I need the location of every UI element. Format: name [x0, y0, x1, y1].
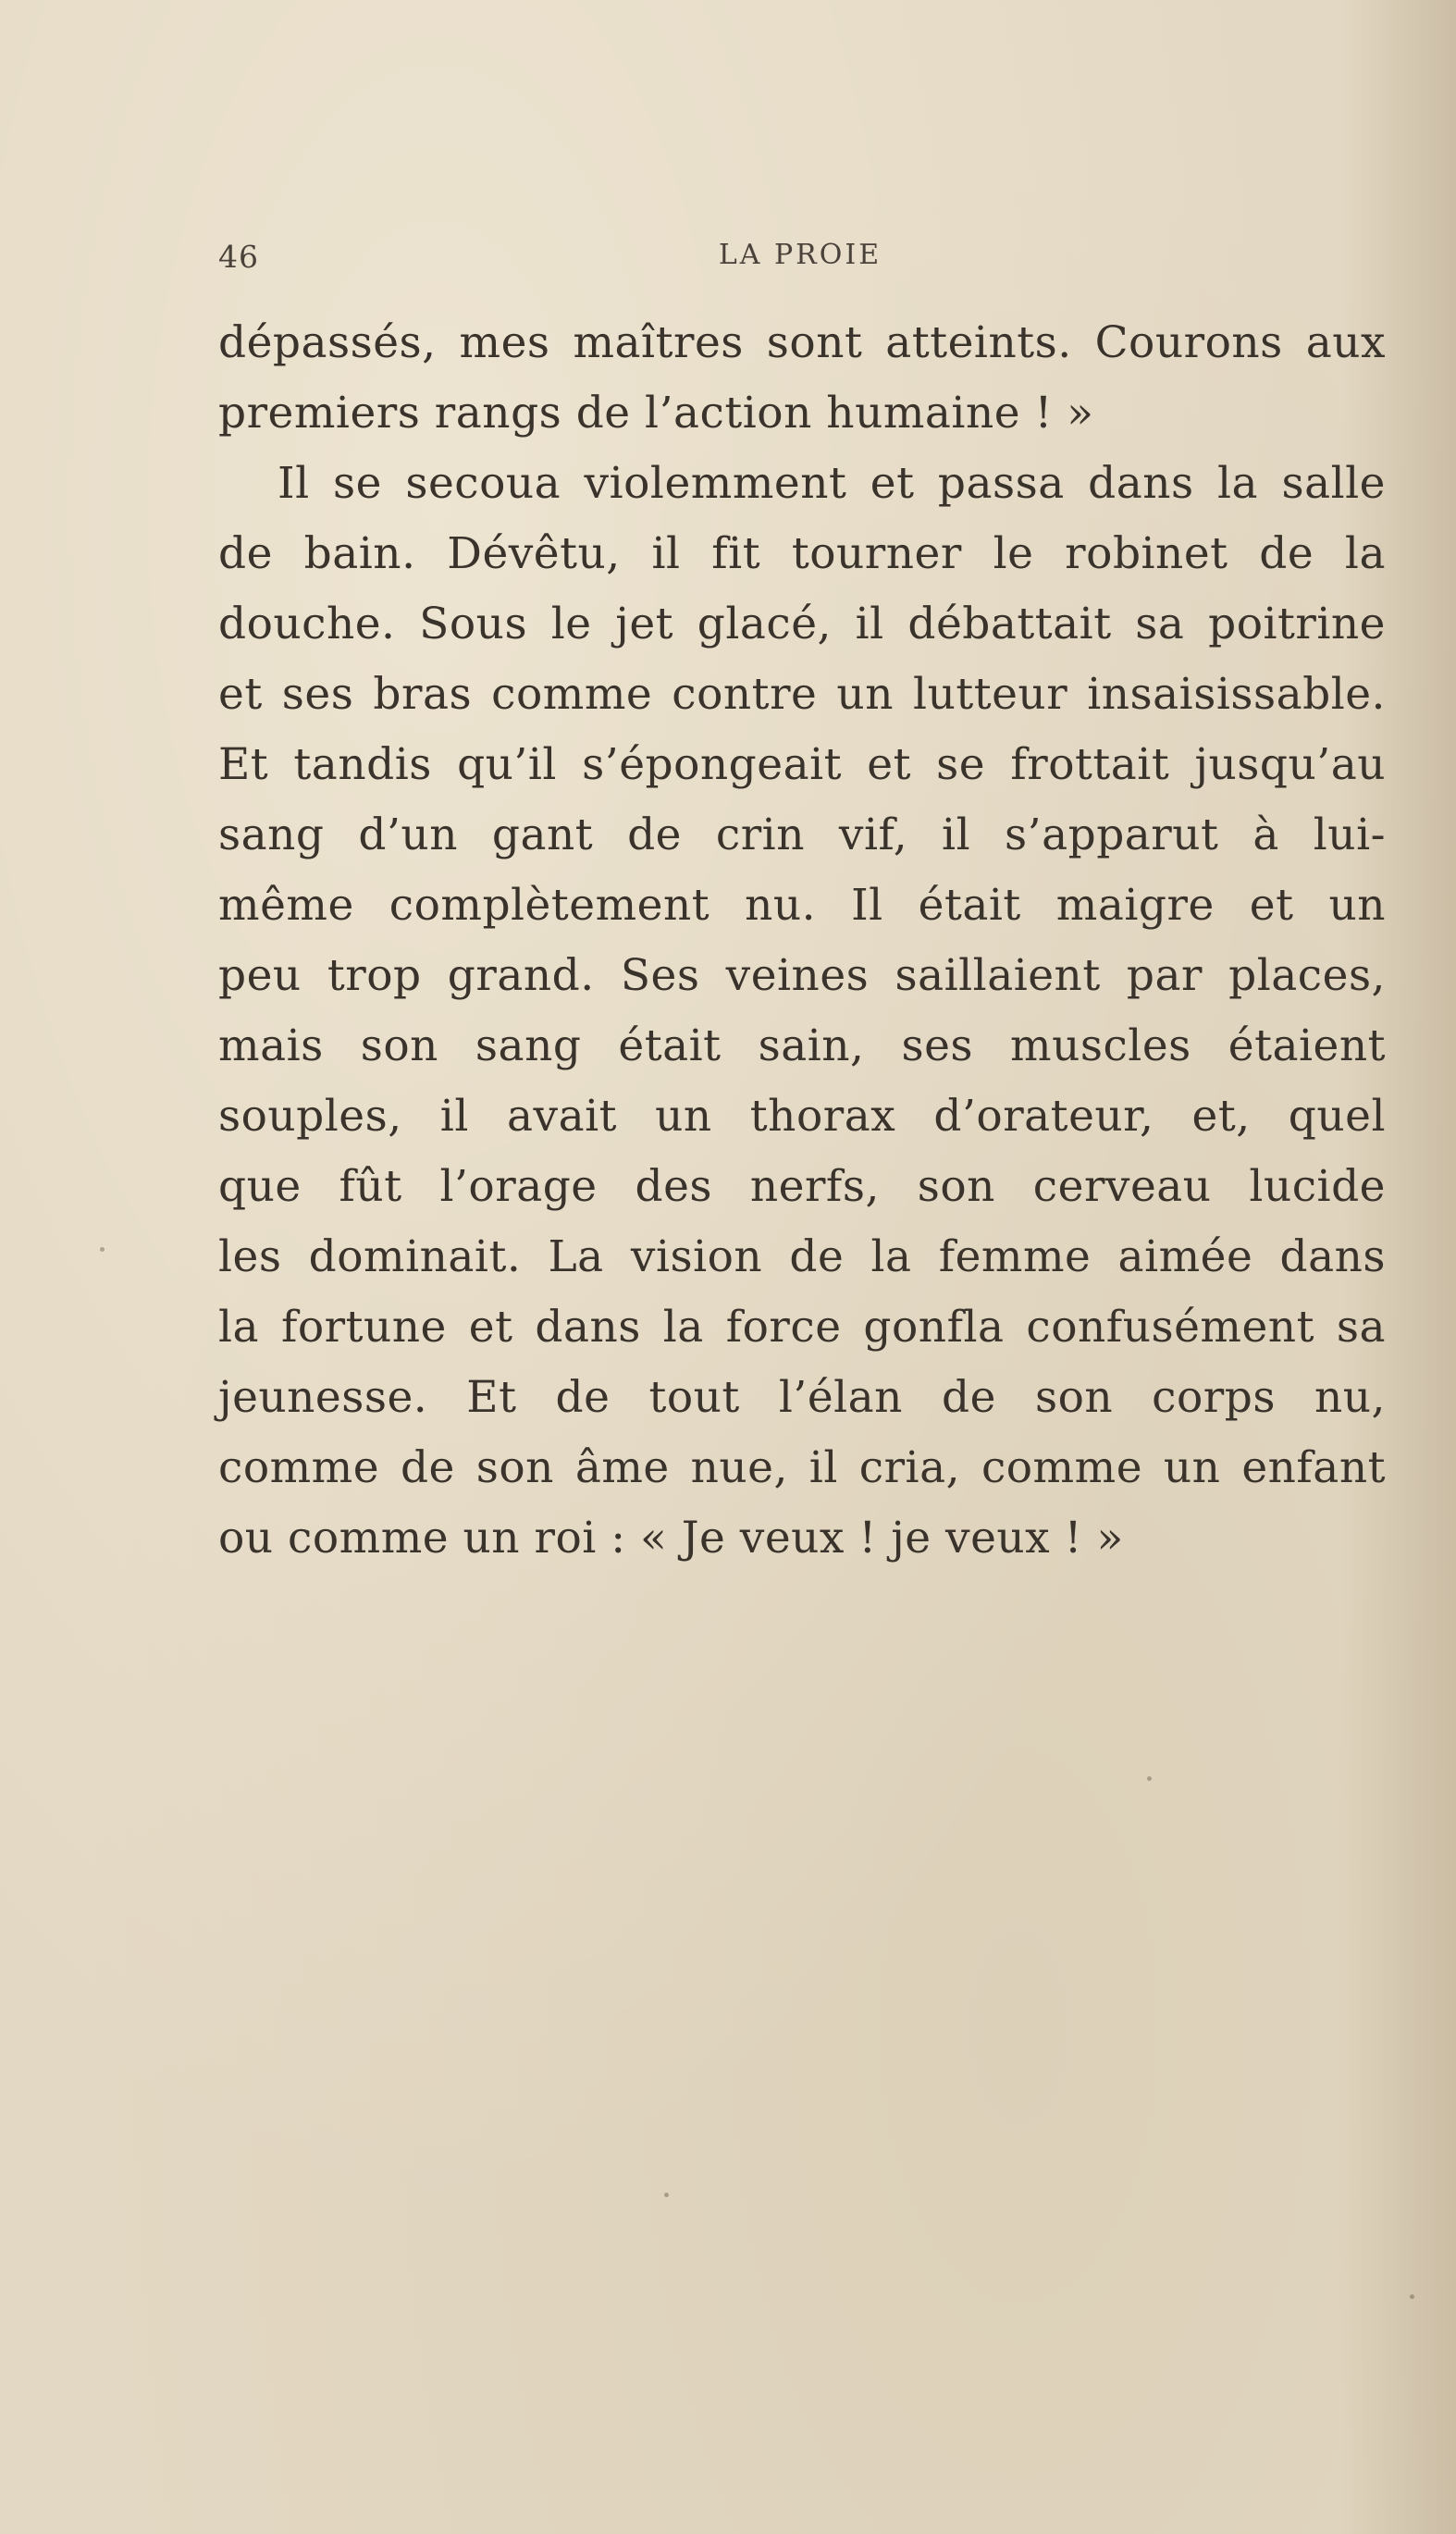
paper-speck	[1410, 2294, 1414, 2299]
text-line: comme de son âme nue, il cria, comme un enfant	[218, 1442, 1386, 1493]
text-line: douche. Sous le jet glacé, il débattait sa poitrine	[218, 599, 1386, 649]
running-head	[218, 239, 1382, 285]
text-line: souples, il avait un thorax d’orateur, et, quel	[218, 1091, 1386, 1142]
page-number: 46	[218, 239, 259, 275]
paragraph-end-line: ou comme un roi : « Je veux ! je veux ! »	[218, 1513, 1124, 1564]
paper-speck	[100, 1247, 105, 1252]
text-line: jeunesse. Et de tout l’élan de son corps nu,	[218, 1372, 1386, 1423]
text-line: dépassés, mes maîtres sont atteints. Courons aux	[218, 317, 1386, 368]
text-line: premiers rangs de l’action humaine ! »	[218, 388, 1094, 439]
running-title: LA PROIE	[718, 239, 882, 271]
paper-speck	[664, 2193, 669, 2197]
text-line: que fût l’orage des nerfs, son cerveau lucide	[218, 1161, 1386, 1212]
paragraph-start-line: Il se secoua violemment et passa dans la salle	[278, 458, 1386, 509]
text-line: peu trop grand. Ses veines saillaient par places,	[218, 950, 1386, 1001]
text-line: de bain. Dévêtu, il fit tourner le robinet de la	[218, 528, 1386, 579]
text-line: sang d’un gant de crin vif, il s’apparut à lui-	[218, 810, 1386, 860]
text-line: Et tandis qu’il s’épongeait et se frottait jusqu’au	[218, 739, 1386, 790]
body-text	[218, 308, 1386, 1574]
text-line: et ses bras comme contre un lutteur insaisissable.	[218, 669, 1386, 720]
text-line: même complètement nu. Il était maigre et un	[218, 880, 1386, 931]
text-line: mais son sang était sain, ses muscles étaient	[218, 1020, 1386, 1071]
paper-speck	[1147, 1776, 1152, 1781]
text-line: la fortune et dans la force gonfla confusément sa	[218, 1302, 1386, 1353]
text-line: les dominait. La vision de la femme aimée dans	[218, 1231, 1386, 1282]
